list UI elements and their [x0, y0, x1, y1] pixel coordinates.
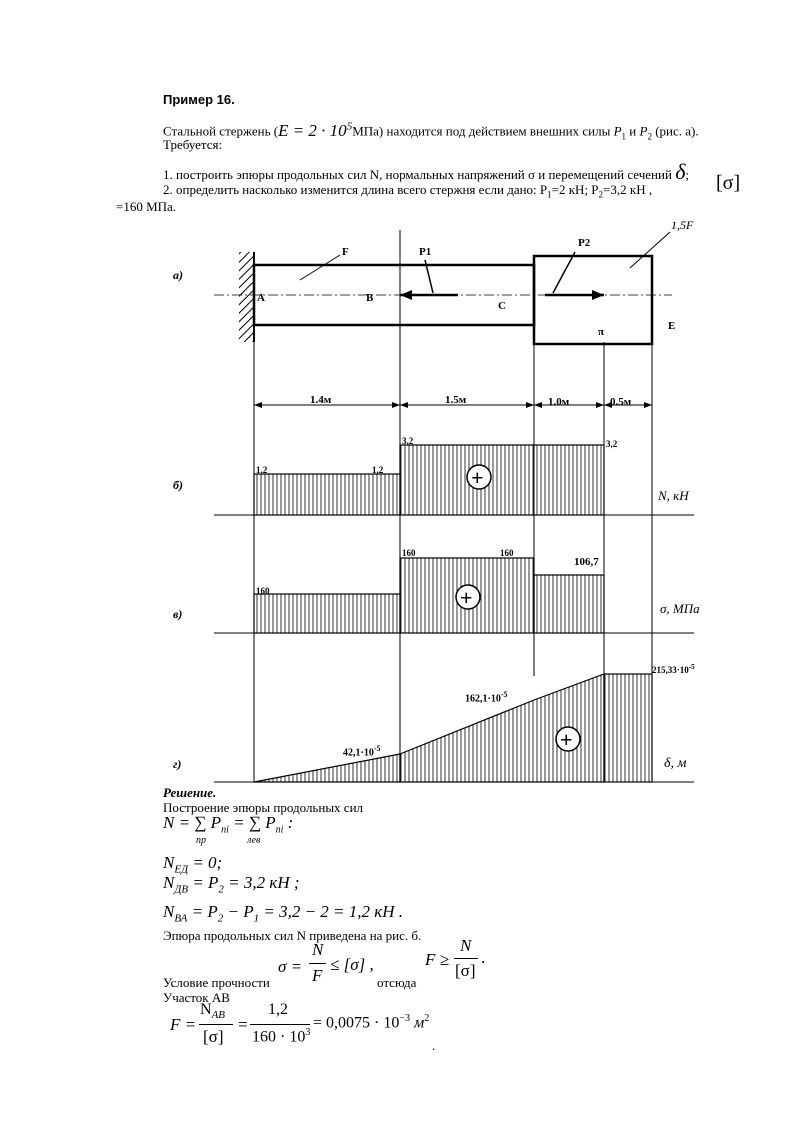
eq-ndb-val: = P — [188, 873, 219, 892]
delta-value-1 — [343, 744, 381, 758]
sigma-value-right: 106,7 — [574, 556, 599, 568]
point-b: B — [366, 292, 374, 304]
sigma-diagram-segment-3 — [534, 575, 604, 633]
task-2-text: 2. определить насколько изменится длина всего стержня если дано: P — [163, 182, 548, 197]
sigma-equals: σ = — [278, 957, 303, 976]
force-p1-arrowhead — [400, 290, 412, 300]
force-p2-leader — [553, 252, 575, 293]
sigma-unit-label: σ, МПа — [660, 601, 700, 616]
fraction-bar-4 — [250, 1024, 310, 1025]
intro-p1-sub: 1 — [621, 131, 627, 142]
eq-nba-p1: 1 — [253, 912, 260, 925]
eq-ned-n: N — [163, 853, 175, 872]
f-num — [200, 1001, 225, 1021]
point-e: E — [668, 320, 676, 332]
area-15f-label: 1,5F — [671, 218, 694, 232]
eq-n-sum-mid: = ∑ P — [228, 813, 276, 832]
f-unit: м — [414, 1014, 425, 1032]
force-p2-label: P2 — [578, 237, 591, 249]
eq-ndb-n: N — [163, 873, 175, 892]
f-den-2-exp: 3 — [305, 1027, 311, 1038]
dim-arrow-5 — [534, 402, 542, 408]
force-p1-label: P1 — [419, 246, 432, 258]
label-g: г) — [173, 757, 182, 771]
intro-p2-sub: 2 — [647, 131, 652, 142]
dim-arrow-3 — [400, 402, 408, 408]
solution-title: Решение. — [163, 785, 217, 800]
n-value-right: 3,2 — [402, 436, 414, 446]
solution-line-1: Построение эпюры продольных сил — [163, 800, 364, 815]
dim-arrow-2 — [392, 402, 400, 408]
dim-label-4: 0.5м — [610, 396, 632, 408]
sigma-value-left: 160 — [256, 586, 270, 596]
fraction-bar-2 — [454, 958, 478, 959]
fraction-f: F — [312, 966, 323, 985]
task-2-text-b: =2 кН; P — [551, 182, 599, 197]
f-result-base: = 0,0075 · 10 — [313, 1014, 400, 1032]
equation-n-ba — [163, 902, 403, 924]
area-F-leader — [300, 255, 340, 280]
f-result — [313, 1013, 429, 1032]
dim-arrow-6 — [596, 402, 604, 408]
f-den: [σ] — [203, 1027, 224, 1046]
label-v: в) — [173, 607, 183, 621]
delta-value-3-base: 215,33·10 — [652, 665, 689, 675]
intro-text-b: МПа) находится под действием внешних силы — [352, 123, 614, 139]
hence-label: отсюда — [377, 975, 417, 990]
delta-value-3-exp: -5 — [688, 663, 695, 671]
sigma-plus-sign: + — [460, 585, 473, 610]
delta-value-2 — [465, 690, 508, 704]
delta-value-1-base: 42,1·10 — [343, 747, 374, 759]
task-2-text-c: =3,2 кН , — [603, 182, 653, 197]
n-value-left: 1,2 — [256, 465, 268, 475]
area-15F-leader — [630, 232, 670, 268]
n-value-left-2: 1,2 — [372, 465, 384, 475]
f-num-n: N — [200, 1001, 212, 1018]
dim-label-1: 1.4м — [310, 394, 332, 406]
equation-n-sum-sub-right: пр — [196, 835, 206, 846]
f-equals: F = — [170, 1015, 197, 1034]
fraction-n: N — [312, 940, 324, 959]
eq-ndb-res: = 3,2 кН ; — [223, 873, 300, 892]
solution-line-2: Эпюра продольных сил N приведена на рис. б. — [163, 928, 422, 943]
force-p2-arrowhead — [592, 290, 604, 300]
delta-value-2-base: 162,1·10 — [465, 693, 501, 705]
section-ab-label: Участок АВ — [163, 990, 230, 1005]
intro-text-c: (рис. а). — [651, 123, 699, 139]
eq-n-sum-i2: ni — [275, 824, 284, 836]
n-unit-label: N, кН — [658, 488, 689, 503]
f-unit-exp: 2 — [424, 1013, 430, 1024]
label-a: а) — [173, 268, 183, 282]
eq-nba-n: N — [163, 902, 175, 921]
strength-condition-label: Условие прочности — [163, 975, 270, 990]
intro-text-a: Стальной стержень ( — [163, 123, 279, 139]
point-c: C — [498, 300, 506, 312]
n-value-right-2: 3,2 — [606, 439, 618, 449]
delta-value-3 — [652, 663, 695, 675]
eq-n-sum-i1: ni — [221, 824, 229, 836]
n-diagram-segment-2 — [400, 445, 604, 515]
dim-arrow-4 — [526, 402, 534, 408]
f-num-2: 1,2 — [268, 1001, 288, 1018]
dim-label-2: 1.5м — [445, 394, 467, 406]
delta-plus-sign: + — [560, 727, 573, 752]
eq-nba-minus: − P — [223, 902, 254, 921]
task-1-text: 1. построить эпюры продольных сил N, нормальных напряжений σ и перемещений сечений — [163, 167, 672, 182]
equation-n-db — [163, 873, 300, 895]
fraction2-n: N — [460, 936, 472, 955]
example-title: Пример 16. — [163, 92, 235, 107]
allowable-stress-symbol: [σ] — [716, 172, 741, 194]
eq-ned-val: = 0; — [188, 853, 223, 872]
intro-and: и — [626, 123, 640, 139]
eq-nba-p2: 2 — [217, 912, 224, 925]
dim-label-3: 1.0м — [548, 396, 570, 408]
delta-value-1-exp: -5 — [373, 744, 381, 753]
task-2-p1-sub: 1 — [547, 189, 552, 200]
f-result-exp: −3 — [399, 1013, 410, 1024]
point-pi: π — [598, 326, 605, 338]
fraction2-dot: . — [481, 948, 486, 967]
modulus-formula-exp: 5 — [346, 120, 353, 132]
dim-arrow-1 — [254, 402, 262, 408]
modulus-formula-base: E = 2 · 10 — [278, 120, 347, 140]
eq-ned-sub: ЕД — [174, 863, 189, 876]
intro-p1: P — [613, 123, 622, 139]
eq-n-sum-start: N = ∑ P — [163, 813, 222, 832]
dim-arrow-8 — [644, 402, 652, 408]
sigma-diagram-segment-1 — [254, 594, 400, 633]
delta-symbol: δ — [675, 159, 686, 184]
fixed-wall-hatch — [239, 252, 254, 342]
sigma-value-mid-1: 160 — [402, 548, 416, 558]
required-label: Требуется: — [163, 137, 223, 152]
eq-nba-val: = P — [187, 902, 218, 921]
sigma-value-mid-2: 160 — [500, 548, 514, 558]
fraction-bar-3 — [199, 1024, 233, 1025]
eq-nba-res: = 3,2 − 2 = 1,2 кН . — [259, 902, 403, 921]
eq-ndb-sub: ДВ — [174, 883, 189, 896]
f-equals-2: = — [237, 1015, 249, 1034]
equation-n-sum-sub-left: лев — [247, 835, 261, 846]
delta-value-2-exp: -5 — [500, 690, 508, 699]
n-diagram-segment-1 — [254, 474, 400, 515]
fraction2-den: [σ] — [455, 961, 476, 980]
n-plus-sign: + — [471, 465, 484, 490]
fraction-bar-1 — [309, 963, 326, 964]
task-2-end: =160 МПа. — [116, 199, 177, 214]
point-a: A — [257, 292, 265, 304]
beam-section-large — [534, 256, 652, 344]
eq-ndb-p: 2 — [218, 883, 224, 896]
task-1-end: ; — [685, 167, 690, 182]
label-b: б) — [173, 478, 183, 492]
equation-n-sum: N = ∑ $P_{ni}$ = ∑ $P_{ni}$ : — [163, 813, 294, 836]
delta-unit-label: δ, м — [664, 756, 687, 771]
area-f-label: F — [342, 246, 349, 258]
f-den-2-base: 160 · 10 — [252, 1028, 306, 1046]
task-2-p2-sub: 2 — [598, 189, 604, 200]
trailing-dot: . — [432, 1038, 436, 1053]
f-den-2 — [252, 1027, 310, 1046]
intro-p2: P — [639, 123, 648, 139]
f-num-sub: АВ — [211, 1009, 226, 1022]
f-greater-equal: F ≥ — [425, 950, 449, 969]
eq-nba-sub: ВА — [174, 912, 188, 925]
sigma-inequality: ≤ [σ] , — [330, 955, 374, 974]
delta-diagram-segment-3 — [604, 674, 652, 782]
